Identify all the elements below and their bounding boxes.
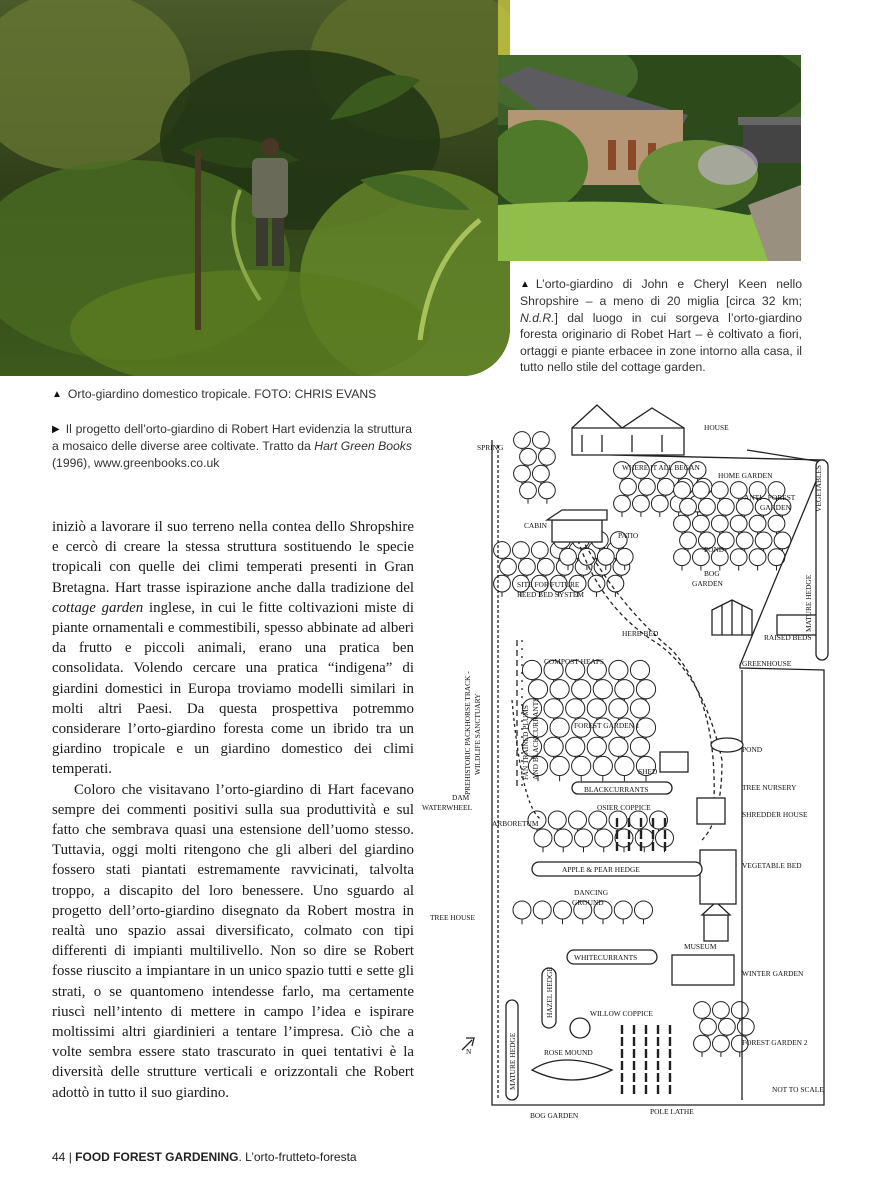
tree-canopy-icon xyxy=(597,548,614,565)
tree-canopy-icon xyxy=(575,829,593,847)
tree-canopy-icon xyxy=(519,558,536,575)
tree-canopy-icon xyxy=(615,756,634,775)
tree-canopy-icon xyxy=(635,829,653,847)
map-label-home-garden: HOME GARDEN xyxy=(718,471,773,480)
map-label-tree-nursery: TREE NURSERY xyxy=(742,783,797,792)
p1-part-a: iniziò a lavorare il suo terreno nella contea dello Shropshire e cercò di creare la stessa struttura sostituendo le specie tropicali con quelle dei climi temperati presenti in Gran Bretagna. Hart trasse ispirazione anche dalla tradizione del xyxy=(52,519,414,596)
tree-canopy-icon xyxy=(693,515,710,532)
map-label-raised-beds: RAISED BEDS xyxy=(764,633,812,642)
p1-emphasis: cottage garden xyxy=(52,599,144,616)
map-label-packhorse-track: PREHISTORIC PACKHORSE TRACK - xyxy=(463,671,472,795)
tree-canopy-icon xyxy=(588,575,605,592)
map-label-anti-forest: ANTI - FOREST xyxy=(744,493,796,502)
tree-canopy-icon xyxy=(630,699,649,718)
map-label-fan-trained-plums: FAN TRAINED PLUMS xyxy=(521,705,530,780)
tree-canopy-icon xyxy=(730,515,747,532)
map-label-osier-coppice: OSIER COPPICE xyxy=(597,803,651,812)
map-label-museum: MUSEUM xyxy=(684,942,717,951)
footer-separator: | xyxy=(68,1150,72,1164)
map-caption xyxy=(52,421,412,471)
tree-canopy-icon xyxy=(500,558,517,575)
tree-canopy-icon xyxy=(522,660,541,679)
tree-canopy-icon xyxy=(713,1002,730,1019)
tree-canopy-icon xyxy=(528,680,547,699)
tree-canopy-icon xyxy=(614,901,632,919)
tree-canopy-icon xyxy=(651,495,668,512)
tree-canopy-icon xyxy=(749,549,766,566)
tropical-photo-caption xyxy=(52,386,432,403)
tree-canopy-icon xyxy=(731,1002,748,1019)
tree-canopy-icon xyxy=(589,811,607,829)
map-label-blackcurrants: BLACKCURRANTS xyxy=(584,785,649,794)
map-label-pole-lathe: POLE LATHE xyxy=(650,1107,694,1116)
tree-canopy-icon xyxy=(544,737,563,756)
tree-canopy-icon xyxy=(680,532,697,549)
footer-book-title: FOOD FOREST GARDENING xyxy=(75,1150,239,1164)
tree-canopy-icon xyxy=(572,680,591,699)
caption-left-text: Orto-giardino domestico tropicale. FOTO: CHRIS EVANS xyxy=(67,387,377,401)
tree-canopy-icon xyxy=(534,829,552,847)
map-caption-book: Hart Green Books xyxy=(314,439,412,454)
tree-canopy-icon xyxy=(639,478,656,495)
tree-canopy-icon xyxy=(713,1035,730,1052)
tree-canopy-icon xyxy=(616,548,633,565)
tree-canopy-icon xyxy=(615,680,634,699)
tree-canopy-icon xyxy=(736,532,753,549)
map-label-bog-garden: GARDEN xyxy=(692,579,723,588)
p1-part-b: inglese, in cui le fitte coltivazioni miste di piante ornamentali e commestibili, spesso abbinate ad alberi da frutto e piccoli animali, erano una pratica ben consolidata. Volendo cercare una pratica “indigena” di giardini domestici in Europa troviamo modelli similari in molti altri Paesi. Da questa prospettiva potremmo considerare l’orto-giardino foresta come un ibrido tra un giardino tropicale e un giardino domestico dei climi temperati. xyxy=(52,599,414,778)
tree-canopy-icon xyxy=(520,482,537,499)
tree-canopy-icon xyxy=(513,901,531,919)
tree-canopy-icon xyxy=(514,432,531,449)
map-label-pond: POND xyxy=(704,545,725,554)
tree-canopy-icon xyxy=(636,680,655,699)
map-label-tree-house: TREE HOUSE xyxy=(430,913,475,922)
tree-canopy-icon xyxy=(694,1035,711,1052)
map-label-winter-garden: WINTER GARDEN xyxy=(742,969,804,978)
tree-canopy-icon xyxy=(635,901,653,919)
tree-canopy-icon xyxy=(533,465,550,482)
map-label-reed-bed: REED BED SYSTEM xyxy=(517,590,584,599)
tree-canopy-icon xyxy=(719,1018,736,1035)
map-label-mature-hedge-top: MATURE HEDGE xyxy=(804,574,813,632)
tree-canopy-icon xyxy=(657,478,674,495)
map-label-spring: SPRING xyxy=(477,443,504,452)
tree-canopy-icon xyxy=(630,737,649,756)
tree-canopy-icon xyxy=(566,737,585,756)
map-label-cabin: CABIN xyxy=(524,521,547,530)
cottage-garden-image xyxy=(498,55,801,261)
tree-canopy-icon xyxy=(537,558,554,575)
caption-triangle-icon: ▲ xyxy=(52,389,62,400)
map-label-house: HOUSE xyxy=(704,423,729,432)
map-north-marker: N xyxy=(466,1047,472,1056)
tree-canopy-icon xyxy=(566,699,585,718)
article-body xyxy=(52,517,414,1103)
tree-canopy-icon xyxy=(700,1018,717,1035)
tree-canopy-icon xyxy=(609,660,628,679)
map-label-hazel-hedge: HAZEL HEDGE xyxy=(545,967,554,1018)
map-label-anti-forest-garden: GARDEN xyxy=(760,503,791,512)
map-label-arboretum: ARBORETUM xyxy=(492,819,539,828)
tree-canopy-icon xyxy=(609,737,628,756)
tree-canopy-icon xyxy=(674,482,691,499)
tree-canopy-icon xyxy=(730,549,747,566)
tree-canopy-icon xyxy=(539,482,556,499)
map-label-blackcurrants-fan: AND BLACKCURRANTS xyxy=(531,697,540,780)
tree-canopy-icon xyxy=(494,542,511,559)
body-paragraph-2: Coloro che visitavano l’orto-giardino di Hart facevano sempre dei commenti positivi sulla sua produttività e sul fatto che sembrava quasi una estensione dell’uomo stesso. Tuttavia, oggi molti ritengono che gli alberi del giardino fossero stati piantati estremamente ravvicinati, talvolta troppo, a discapito del loro benessere. Uno sguardo al progetto dell’orto-giardino disegnato da Robert mostra in realtà uno spazio assai diversificato, colmato con tipi differenti di impianti multilivello. Non so dire se Robert fosse riuscito a impiantare in un unico spazio tutti e sette gli strati, o se quantomeno intendesse farlo, ma certamente riuscì nell’intento di mettere in campo l’idea e ispirare moltissimi altri giardinieri a tentare l’impresa. Ciò che a volte sembra essere stato trascurato in quei tentativi è la diversità delle strutture verticali e orizzontali che Robert adottò in tutto il suo giardino. xyxy=(52,781,414,1101)
tree-canopy-icon xyxy=(674,515,691,532)
tree-canopy-icon xyxy=(533,432,550,449)
map-label-patio: PATIO xyxy=(618,531,639,540)
cottage-garden-photo xyxy=(498,55,801,261)
tree-canopy-icon xyxy=(593,680,612,699)
tree-canopy-icon xyxy=(620,478,637,495)
tree-canopy-icon xyxy=(587,699,606,718)
map-label-greenhouse: GREENHOUSE xyxy=(742,659,792,668)
tree-canopy-icon xyxy=(550,718,569,737)
caption-right-ndr: N.d.R. xyxy=(520,310,555,325)
tree-canopy-icon xyxy=(774,532,791,549)
map-label-waterwheel: WATERWHEEL xyxy=(422,803,473,812)
caption-right-text-a: L’orto-giardino di John e Cheryl Keen nello Shropshire – a meno di 20 miglia [circa 32 km; xyxy=(520,277,802,309)
tree-canopy-icon xyxy=(595,829,613,847)
map-label-site-future: SITE FOR FUTURE xyxy=(517,580,580,589)
map-label-dam: DAM xyxy=(452,793,470,802)
tree-canopy-icon xyxy=(533,901,551,919)
map-label-forest-garden-1: FOREST GARDEN 1 xyxy=(574,721,640,730)
tree-canopy-icon xyxy=(550,680,569,699)
tree-canopy-icon xyxy=(633,495,650,512)
map-label-where-it-began: WHERE IT ALL BEGAN xyxy=(622,463,700,472)
tropical-garden-image xyxy=(0,0,510,376)
page-footer xyxy=(52,1150,357,1164)
tree-canopy-icon xyxy=(630,660,649,679)
map-caption-text-b: (1996), www.greenbooks.co.uk xyxy=(52,455,220,470)
tree-canopy-icon xyxy=(755,532,772,549)
map-label-rose-mound: ROSE MOUND xyxy=(544,1048,593,1057)
tree-canopy-icon xyxy=(680,498,697,515)
tree-canopy-icon xyxy=(494,575,511,592)
tree-canopy-icon xyxy=(560,548,577,565)
map-label-pond-2: POND xyxy=(742,745,763,754)
map-label-whitecurrants: WHITECURRANTS xyxy=(574,953,638,962)
map-label-mature-hedge-bottom: MATURE HEDGE xyxy=(508,1032,517,1090)
tree-canopy-icon xyxy=(550,756,569,775)
tree-canopy-icon xyxy=(572,756,591,775)
tree-canopy-icon xyxy=(609,699,628,718)
tropical-garden-photo xyxy=(0,0,510,376)
body-paragraph-1 xyxy=(52,517,414,780)
map-label-apple-pear-hedge: APPLE & PEAR HEDGE xyxy=(562,865,640,874)
tree-canopy-icon xyxy=(699,498,716,515)
tree-canopy-icon xyxy=(717,498,734,515)
tree-canopy-icon xyxy=(674,549,691,566)
tree-canopy-icon xyxy=(548,811,566,829)
map-label-compost-heaps: COMPOST HEAPS xyxy=(544,657,605,666)
tree-canopy-icon xyxy=(539,448,556,465)
caption-triangle-icon: ▲ xyxy=(520,279,530,290)
garden-plan-drawing xyxy=(422,400,862,1120)
garden-plan-map xyxy=(422,400,862,1120)
map-label-ground: GROUND xyxy=(572,898,604,907)
tree-canopy-icon xyxy=(531,542,548,559)
map-label-vegetables: VEGETABLES xyxy=(814,464,823,512)
map-label-vegetable-bed: VEGETABLE BED xyxy=(742,861,802,870)
map-label-wildlife-sanctuary: WILDLIFE SANCTUARY xyxy=(473,693,482,775)
tree-canopy-icon xyxy=(629,811,647,829)
tree-canopy-icon xyxy=(749,515,766,532)
map-label-forest-garden-2: FOREST GARDEN 2 xyxy=(742,1038,808,1047)
tree-canopy-icon xyxy=(554,829,572,847)
cottage-photo-caption xyxy=(520,276,802,375)
tree-canopy-icon xyxy=(587,737,606,756)
tree-canopy-icon xyxy=(614,495,631,512)
tree-canopy-icon xyxy=(737,1018,754,1035)
caption-pointer-icon: ▶ xyxy=(52,424,60,435)
map-label-bog: BOG xyxy=(704,569,720,578)
tree-canopy-icon xyxy=(554,901,572,919)
tree-canopy-icon xyxy=(593,756,612,775)
tree-canopy-icon xyxy=(514,465,531,482)
tree-canopy-icon xyxy=(711,515,728,532)
map-label-willow-coppice: WILLOW COPPICE xyxy=(590,1009,653,1018)
map-label-shed: SHED xyxy=(638,767,658,776)
caption-right-text-b: ] dal luogo in cui sorgeva l’orto-giardino foresta originario di Robet Hart – è coltivato a fiori, ortaggi e piante erbacee in zone intorno alla casa, il tutto nello stile del cottage garden. xyxy=(520,310,802,375)
tree-canopy-icon xyxy=(694,1002,711,1019)
map-label-shredder-house: SHREDDER HOUSE xyxy=(742,810,808,819)
map-label-herb-bed: HERB BED xyxy=(622,629,659,638)
tree-canopy-icon xyxy=(693,482,710,499)
map-label-not-to-scale: NOT TO SCALE xyxy=(772,1085,824,1094)
tree-canopy-icon xyxy=(607,575,624,592)
tree-canopy-icon xyxy=(513,542,530,559)
map-label-dancing: DANCING xyxy=(574,888,609,897)
tree-canopy-icon xyxy=(544,699,563,718)
tree-canopy-icon xyxy=(569,811,587,829)
tree-canopy-icon xyxy=(520,448,537,465)
tree-canopy-icon xyxy=(711,482,728,499)
map-label-bog-garden-bottom: BOG GARDEN xyxy=(530,1111,579,1120)
tree-canopy-icon xyxy=(768,515,785,532)
page-number: 44 xyxy=(52,1150,66,1164)
footer-subtitle: . L’orto-frutteto-foresta xyxy=(238,1150,357,1164)
map-caption-text-a: Il progetto dell’orto-giardino di Robert Hart evidenzia la struttura a mosaico delle diverse aree coltivate. Tratto da xyxy=(52,422,412,454)
